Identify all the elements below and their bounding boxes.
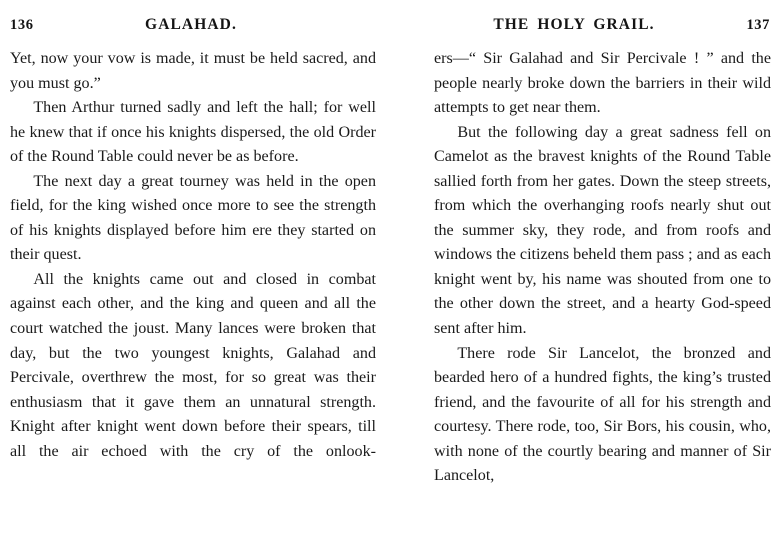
right-page-textblock: [434, 47, 771, 513]
paragraph: Then Arthur turned sadly and left the hall; for well he knew that if once his knights dispersed, the old Order of the Round Table could never be as before.: [10, 99, 376, 166]
paragraph: But the following day a great sadness fell on Camelot as the bravest knights of the Round Table sallied forth from her gates. Down the steep streets, from which the overhanging roofs nearly shut out the summer sky, they rode, and from roofs and windows the citizens beheld them pass ; and as each knight went by, his name was shouted from one to the other down the street, and a hearty God-speed sent after him.: [434, 123, 771, 338]
paragraph: All the knights came out and closed in combat against each other, and the king and queen and all the court watched the joust. Many lances were broken that day, but the two youngest knights, Galahad and Percivale, overthrew the most, for so great was their enthusiasm that it gave them an unnatural strength. Knight after knight went down before their spears, till all the air echoed with the cry of the onlook-: [10, 270, 376, 460]
paragraph: Yet, now your vow is made, it must be held sacred, and you must go.”: [10, 50, 376, 92]
right-page: [390, 0, 779, 533]
paragraph: The next day a great tourney was held in the open field, for the king wished once more to see the strength of his knights displayed before him ere they started on their quest.: [10, 172, 376, 264]
left-page-folio: 136: [10, 17, 34, 33]
paragraph: There rode Sir Lancelot, the bronzed and bearded hero of a hundred fights, the king’s trusted friend, and the favourite of all for his strength and courtesy. There rode, too, Sir Bors, his cousin, who, with none of the courtly bearing and manner of Sir Lancelot,: [434, 344, 771, 485]
left-page-textblock: [10, 47, 376, 489]
paragraph: ers—“ Sir Galahad and Sir Percivale ! ” and the people nearly broke down the barriers in their wild attempts to get near them.: [434, 50, 771, 117]
right-page-running-head: THE HOLY GRAIL.: [493, 16, 655, 33]
left-page-running-head: GALAHAD.: [145, 16, 237, 33]
right-page-folio: 137: [746, 17, 770, 33]
